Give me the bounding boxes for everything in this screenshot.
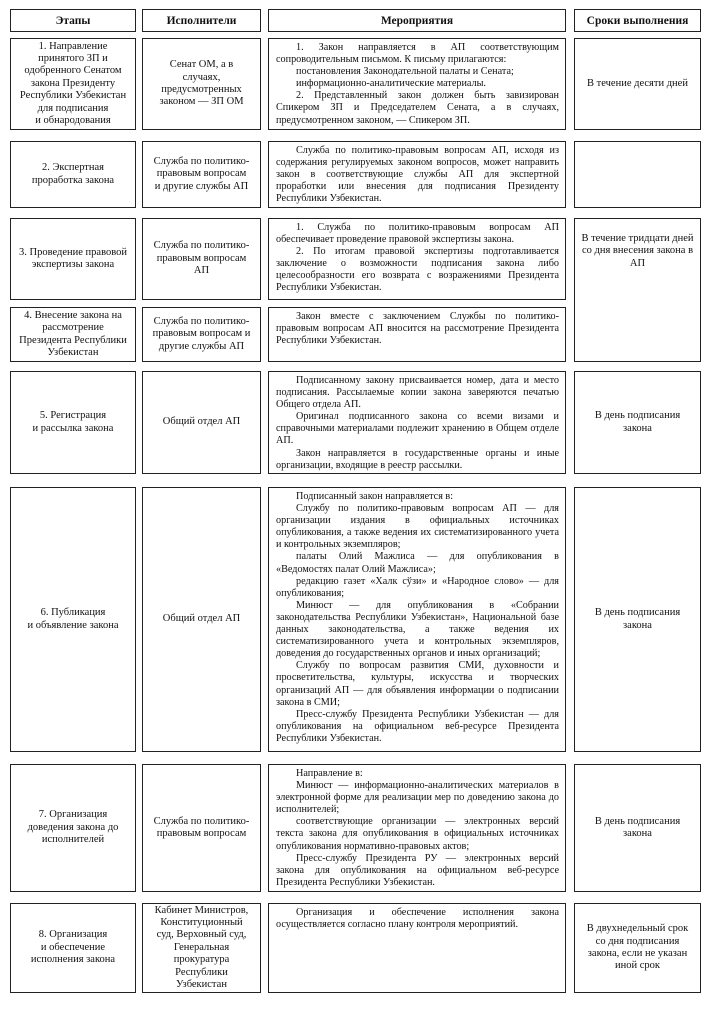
measure-text: 2. Представленный закон должен быть завизирован Спикером ЗП и Председателем Сената, а в случаях, предусмотренном законом, — Спикером ЗП. [276, 90, 559, 126]
stage-cell-8: 8. Организация и обеспечение исполнения закона [10, 903, 136, 993]
header-executors: Исполнители [142, 9, 261, 32]
measures-cell-6 [268, 487, 566, 752]
executor-cell-4: Служба по политико- правовым вопросам и другие службы АП [142, 307, 261, 362]
measure-text: Подписанный закон направляется в: [296, 491, 454, 502]
deadline-cell-5: В день подписания закона [574, 371, 701, 474]
measure-text: Службу по политико-правовым вопросам АП — для организации издания в официальных источниках опубликования, а также ведения их систематизированного учета и контрольных экземпляров; [276, 503, 559, 551]
measure-text: Пресс-службу Президента Республики Узбекистан — для опубликования на официальном веб-ресурсе Президента Республики Узбекистан. [276, 708, 559, 744]
executor-cell-7: Служба по политико- правовым вопросам [142, 764, 261, 892]
stage-cell-5: 5. Регистрация и рассылка закона [10, 371, 136, 474]
measure-text: постановления Законодательной палаты и Сената; [296, 66, 514, 78]
measures-cell-2 [268, 141, 566, 208]
stage-cell-2: 2. Экспертная проработка закона [10, 141, 136, 208]
measure-text: Служба по политико-правовым вопросам АП, исходя из содержания регулируемых законом вопросов, может направить закон в соответствующие службы АП для экспертной проработки или внесения для подписания Президенту Республики Узбекистан. [276, 145, 559, 205]
deadline-cell-6: В день подписания закона [574, 487, 701, 752]
executor-cell-2: Служба по политико- правовым вопросам и другие службы АП [142, 141, 261, 208]
measure-text: соответствующие организации — электронных версий текста закона для опубликования в официальных источниках опубликования нормативно-правовых актов; [276, 816, 559, 852]
header-measures: Мероприятия [268, 9, 566, 32]
stage-cell-1: 1. Направление принятого ЗП и одобренного Сенатом закона Президенту Республики Узбекистан для подписания и обнародования [10, 38, 136, 130]
measure-text: Пресс-службу Президента РУ — электронных версий закона для опубликования на официальном веб-ресурсе Президента Республики Узбекистан. [276, 852, 559, 888]
measure-text: Минюст — информационно-аналитических материалов в электронной форме для реализации мер по доведению закона до исполнителей; [276, 780, 559, 816]
executor-cell-5: Общий отдел АП [142, 371, 261, 474]
measure-text: Подписанному закону присваивается номер, дата и место подписания. Рассылаемые копии закона заверяются печатью Общего отдела АП. [276, 375, 559, 411]
measure-text: Организация и обеспечение исполнения закона осуществляется согласно плану контроля мероприятий. [276, 907, 559, 931]
header-stages: Этапы [10, 9, 136, 32]
measures-cell-4 [268, 307, 566, 362]
measure-text: палаты Олий Мажлиса — для опубликования в «Ведомостях палат Олий Мажлиса»; [276, 551, 559, 575]
measure-text: Закон направляется в государственные органы и иные организации, входящие в реестр рассылки. [276, 447, 559, 471]
deadline-cell-2 [574, 141, 701, 208]
measure-text: Направление в: [296, 768, 363, 779]
stage-cell-3: 3. Проведение правовой экспертизы закона [10, 218, 136, 300]
measure-text: информационно-аналитические материалы. [296, 78, 486, 90]
measure-text: Оригинал подписанного закона со всеми визами и справочными материалами подлежит хранению в Общем отделе АП. [276, 411, 559, 447]
measure-text: Закон вместе с заключением Службы по политико-правовым вопросам АП вносится на рассмотрение Президента Республики Узбекистан. [276, 311, 559, 347]
stage-cell-4: 4. Внесение закона на рассмотрение Президента Республики Узбекистан [10, 307, 136, 362]
deadline-cell-1: В течение десяти дней [574, 38, 701, 130]
measures-cell-3 [268, 218, 566, 300]
stage-cell-7: 7. Организация доведения закона до исполнителей [10, 764, 136, 892]
stage-cell-6: 6. Публикация и объявление закона [10, 487, 136, 752]
measure-text: Минюст — для опубликования в «Собрании законодательства Республики Узбекистан», Национальной базе данных законодательства, а также ведения их систематизированного учета и контрольных экземпляров, доведения до государственных органов и иных организаций; [276, 599, 559, 660]
measures-cell-8 [268, 903, 566, 993]
executor-cell-8: Кабинет Министров, Конституционный суд, Верховный суд, Генеральная прокуратура Республики Узбекистан [142, 903, 261, 993]
measures-cell-1 [268, 38, 566, 130]
measures-cell-7 [268, 764, 566, 892]
measure-text: 2. По итогам правовой экспертизы подготавливается заключение о возможности подписания закона либо целесообразности его возврата с возражениями Президента Республики Узбекистан. [276, 246, 559, 294]
deadline-cell-3-4: В течение тридцати дней со дня внесения закона в АП [574, 218, 701, 362]
executor-cell-3: Служба по политико- правовым вопросам АП [142, 218, 261, 300]
executor-cell-1: Сенат ОМ, а в случаях, предусмотренных законом — ЗП ОМ [142, 38, 261, 130]
measure-text: Службу по вопросам развития СМИ, духовности и просветительства, культуры, искусства и творческих организаций АП — для объявления информации о подписании закона в СМИ; [276, 660, 559, 708]
measure-text: 1. Закон направляется в АП соответствующим сопроводительным письмом. К письму прилагаются: [276, 42, 559, 66]
deadline-cell-7: В день подписания закона [574, 764, 701, 892]
deadline-cell-8: В двухнедельный срок со дня подписания закона, если не указан иной срок [574, 903, 701, 993]
measure-text: редакцию газет «Халк сўзи» и «Народное слово» — для опубликования; [276, 575, 559, 599]
executor-cell-6: Общий отдел АП [142, 487, 261, 752]
measures-cell-5 [268, 371, 566, 474]
header-deadlines: Сроки выполнения [574, 9, 701, 32]
measure-text: 1. Служба по политико-правовым вопросам АП обеспечивает проведение правовой экспертизы закона. [276, 222, 559, 246]
